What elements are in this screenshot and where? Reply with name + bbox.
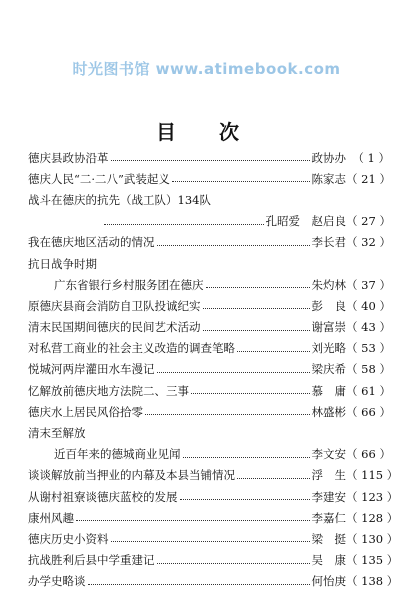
- leader-dots: [172, 181, 310, 182]
- entry-page: （ 58 ）: [346, 362, 391, 377]
- entry-author: 浮 生: [311, 468, 346, 483]
- entry-author: 刘光略: [311, 341, 346, 356]
- entry-page: （ 138 ）: [346, 574, 399, 589]
- entry-page: （ 66 ）: [346, 404, 391, 419]
- toc-entry: [28, 232, 390, 253]
- entry-author: 梁庆希: [311, 362, 346, 377]
- toc-entry: [28, 295, 390, 316]
- toc-entry: [28, 571, 399, 592]
- entry-author: 林盛彬: [311, 404, 346, 419]
- entry-page: （ 37 ）: [346, 277, 391, 292]
- entry-page: （ 21 ）: [346, 171, 391, 186]
- leader-dots: [180, 499, 310, 500]
- entry-title: 悦城河两岸灌田水车漫记: [28, 362, 155, 377]
- leader-dots: [237, 351, 310, 352]
- entry-author: 政协办: [311, 150, 346, 165]
- entry-title: 康州风趣: [28, 510, 74, 525]
- entry-author: 吴 康: [311, 553, 346, 568]
- entry-page: （ 27 ）: [346, 214, 391, 229]
- toc-entry: [28, 444, 390, 465]
- entry-title: 德庆历史小资料: [28, 531, 109, 546]
- leader-dots: [191, 393, 310, 394]
- toc-entry: [28, 317, 390, 338]
- toc-entry: [28, 189, 390, 210]
- entry-author: 李文安: [311, 447, 346, 462]
- table-of-contents: [28, 147, 399, 592]
- leader-dots: [237, 478, 310, 479]
- toc-entry: [28, 274, 390, 295]
- entry-page: （ 43 ）: [346, 320, 391, 335]
- entry-author: 谢富崇: [311, 320, 346, 335]
- entry-title: 忆解放前德庆地方法院二、三事: [28, 383, 189, 398]
- toc-entry: [28, 359, 390, 380]
- entry-page: （ 32 ）: [346, 235, 391, 250]
- leader-dots: [145, 414, 310, 415]
- toc-entry: [28, 550, 399, 571]
- entry-author: 孔昭爱 赵启良: [265, 214, 346, 229]
- entry-page: （ 1 ）: [352, 150, 390, 165]
- entry-author: 李长君: [311, 235, 346, 250]
- entry-title: 广东省银行乡村服务团在德庆: [54, 277, 204, 292]
- entry-author: 李建安: [311, 489, 346, 504]
- leader-dots: [104, 224, 264, 225]
- toc-entry: [28, 465, 399, 486]
- entry-page: （ 53 ）: [346, 341, 391, 356]
- section-title: 抗日战争时期: [28, 256, 97, 271]
- entry-page: （ 135 ）: [346, 553, 399, 568]
- entry-author: 彭 良: [311, 298, 346, 313]
- entry-title: 对私营工商业的社会主义改造的调查笔略: [28, 341, 235, 356]
- page-title: 目 次: [156, 120, 257, 144]
- toc-entry: [28, 507, 399, 528]
- toc-entry: [28, 147, 390, 168]
- entry-title: 德庆水上居民风俗拾零: [28, 404, 143, 419]
- leader-dots: [206, 287, 310, 288]
- watermark: 时光图书馆 www.atimebook.com: [72, 60, 341, 78]
- entry-title: 谈谈解放前当押业的内幕及本县当铺情况: [28, 468, 235, 483]
- entry-author: 朱灼林: [311, 277, 346, 292]
- leader-dots: [203, 330, 310, 331]
- leader-dots: [111, 541, 310, 542]
- entry-page: （ 66 ）: [346, 447, 391, 462]
- entry-title: 原德庆县商会消防自卫队投诚纪实: [28, 298, 201, 313]
- toc-entry-continuation: [28, 211, 390, 232]
- entry-page: （ 123 ）: [346, 489, 399, 504]
- toc-entry: [28, 528, 399, 549]
- entry-page: （ 130 ）: [346, 531, 399, 546]
- entry-page: （ 40 ）: [346, 298, 391, 313]
- leader-dots: [157, 563, 310, 564]
- entry-page: （ 128 ）: [346, 510, 399, 525]
- toc-entry: [28, 486, 399, 507]
- leader-dots: [157, 245, 310, 246]
- entry-title: 清末民国期间德庆的民间艺术活动: [28, 320, 201, 335]
- entry-page: （ 115 ）: [346, 468, 399, 483]
- leader-dots: [157, 372, 310, 373]
- leader-dots: [88, 584, 310, 585]
- toc-entry: [28, 338, 390, 359]
- section-title: 清末至解放: [28, 426, 86, 441]
- leader-dots: [183, 457, 310, 458]
- entry-title: 战斗在德庆的抗先（战工队）134队: [28, 192, 211, 207]
- entry-author: 慕 庸: [311, 383, 346, 398]
- section-heading: [28, 422, 390, 443]
- toc-entry: [28, 380, 390, 401]
- entry-title: 德庆县政协沿革: [28, 150, 109, 165]
- entry-author: 李嘉仁: [311, 510, 346, 525]
- entry-author: 梁 挺: [311, 531, 346, 546]
- entry-title: 我在德庆地区活动的情况: [28, 235, 155, 250]
- toc-entry: [28, 401, 390, 422]
- leader-dots: [111, 160, 310, 161]
- entry-title: 办学史略谈: [28, 574, 86, 589]
- entry-title: 抗战胜利后县中学重建记: [28, 553, 155, 568]
- leader-dots: [203, 308, 310, 309]
- toc-entry: [28, 168, 390, 189]
- leader-dots: [76, 520, 310, 521]
- entry-page: （ 61 ）: [346, 383, 391, 398]
- entry-author: 何怡庚: [311, 574, 346, 589]
- entry-title: 德庆人民“二·二八”武装起义: [28, 171, 170, 186]
- entry-author: 陈家志: [311, 171, 346, 186]
- entry-title: 从谢村祖寮谈德庆蓝校的发展: [28, 489, 178, 504]
- entry-title: 近百年来的德城商业见闻: [54, 447, 181, 462]
- section-heading: [28, 253, 390, 274]
